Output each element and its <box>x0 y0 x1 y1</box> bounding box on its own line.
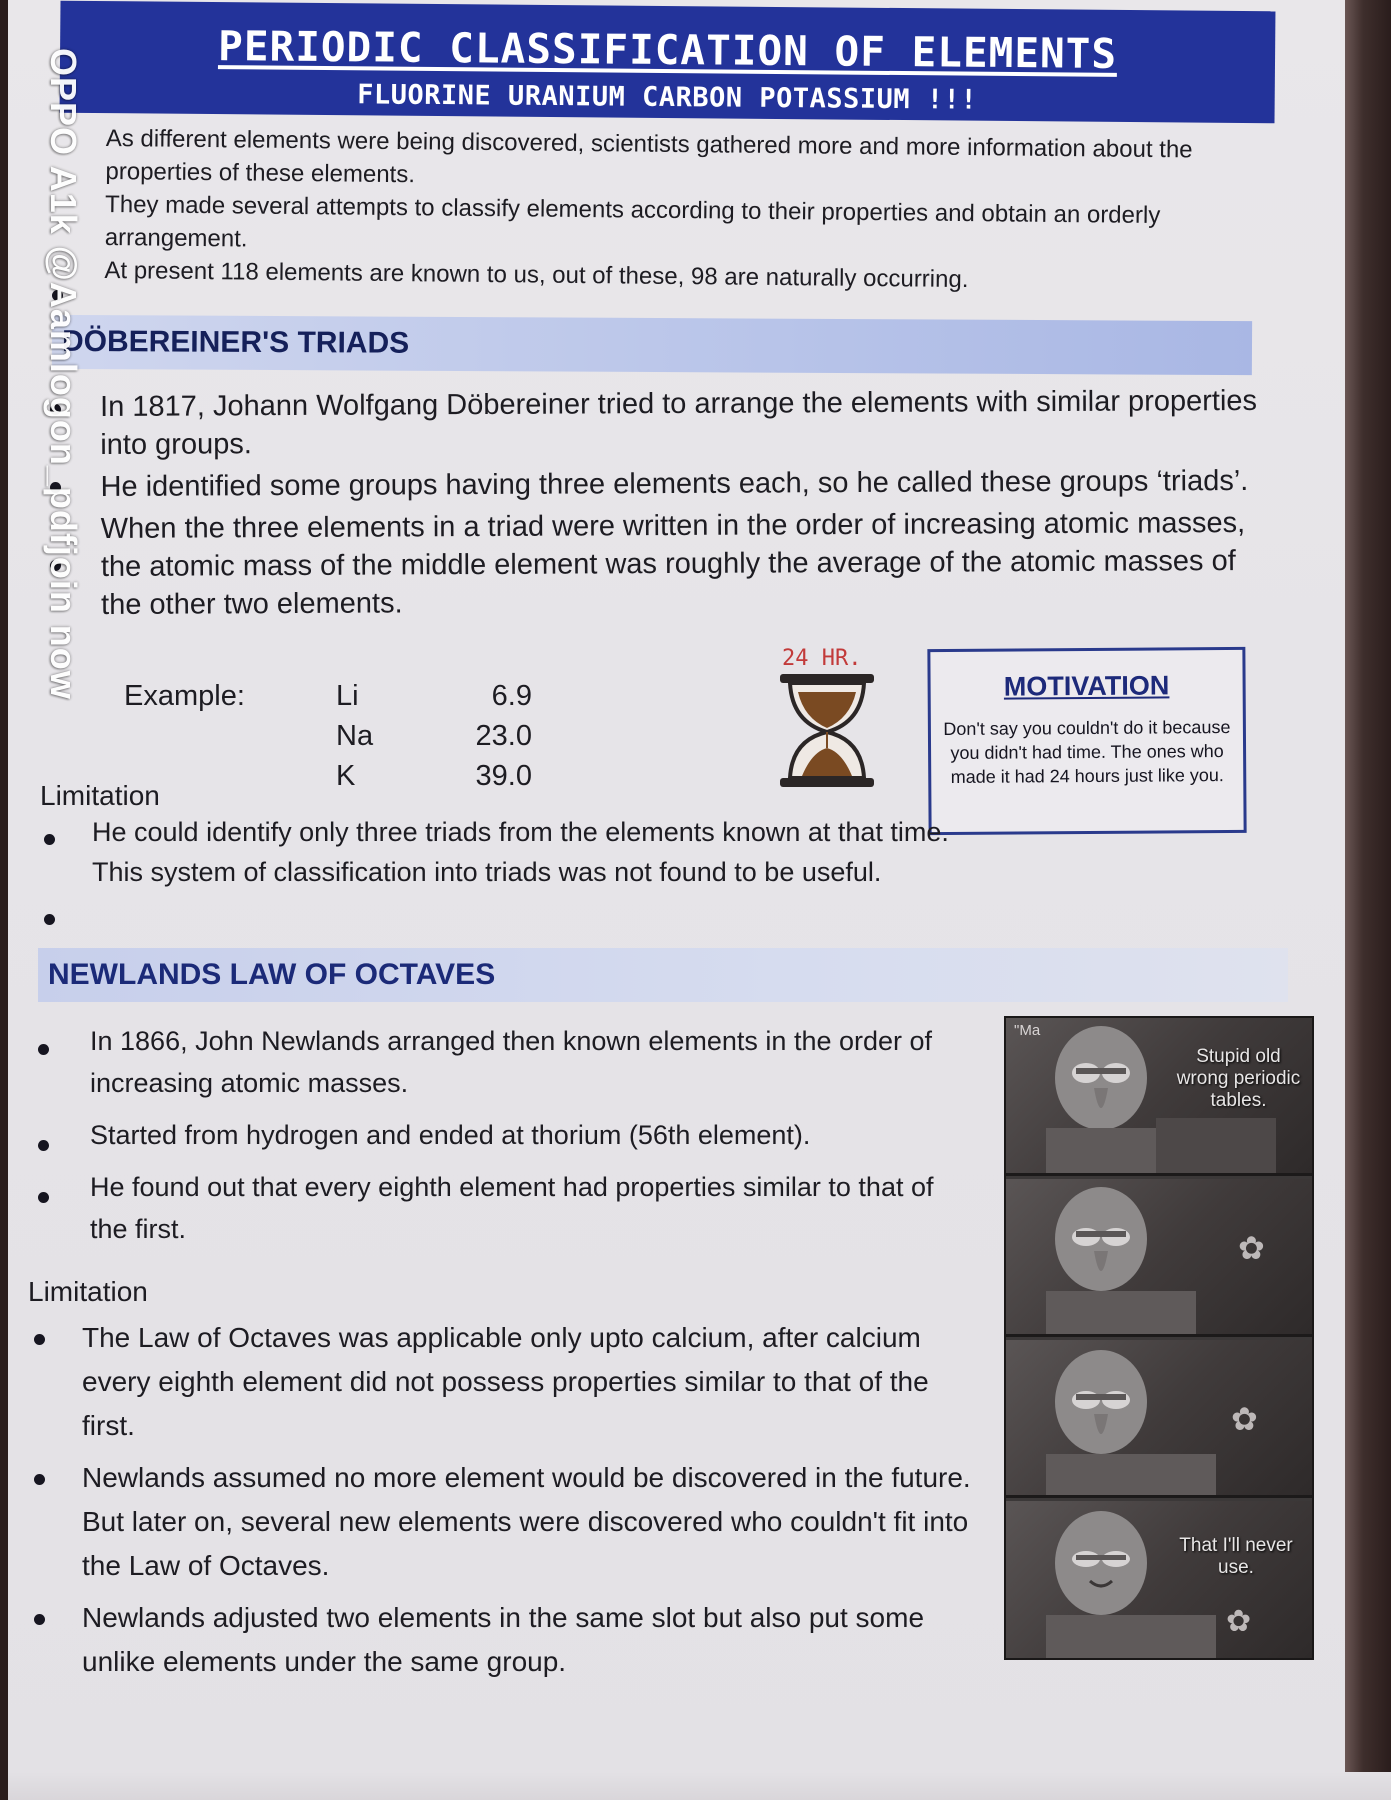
section-heading-text: DÖBEREINER'S TRIADS <box>61 324 410 360</box>
bullet-dot <box>38 1044 49 1055</box>
dobereiner-limitations <box>92 812 952 892</box>
intro-paragraph: At present 118 elements are known to us, out of these, 98 are naturally occurring. <box>104 256 969 294</box>
page-edge <box>0 0 8 1800</box>
intro-paragraph: As different elements were being discovered, scientists gathered more and more information about the properties of these elements. <box>105 124 1193 189</box>
meme-panel <box>1006 1340 1312 1498</box>
dobereiner-points <box>100 382 1281 628</box>
meme-panel <box>1006 1501 1312 1658</box>
list-item: He found out that every eighth element had properties similar to that of the first. <box>90 1172 934 1244</box>
page-edge <box>0 1772 1391 1800</box>
squidward-illustration <box>1006 1501 1312 1658</box>
list-item: In 1817, Johann Wolfgang Döbereiner tried to arrange the elements with similar properties into groups. <box>100 384 1258 461</box>
intro-section <box>104 122 1236 299</box>
element-symbol: Na <box>336 720 374 752</box>
motivation-box <box>927 647 1246 835</box>
bullet-dot <box>38 1192 49 1203</box>
newlands-points <box>90 1020 970 1260</box>
svg-text:✿: ✿ <box>1231 1400 1258 1438</box>
page-edge <box>1345 0 1391 1800</box>
bullet-dot <box>34 1334 45 1345</box>
atomic-mass-column <box>442 676 532 796</box>
meme-corner-text: "Ma <box>1014 1022 1041 1039</box>
section-heading-text: NEWLANDS LAW OF OCTAVES <box>48 958 496 991</box>
list-item: Newlands assumed no more element would be discovered in the future. But later on, several new elements were discovered who couldn't fit into the Law of Octaves. <box>82 1462 971 1581</box>
section-heading-dobereiner <box>52 315 1252 375</box>
element-symbol: K <box>336 760 356 792</box>
element-symbol: Li <box>336 680 359 712</box>
squidward-illustration <box>1006 1340 1312 1498</box>
limitation-heading: Limitation <box>40 780 160 811</box>
atomic-mass: 23.0 <box>475 720 532 752</box>
newlands-limitations <box>82 1316 987 1692</box>
list-item: He identified some groups having three elements each, so he called these groups ‘triads’. <box>100 464 1249 503</box>
bullet-dot <box>34 1614 45 1625</box>
list-item: When the three elements in a triad were written in the order of increasing atomic masses, the atomic mass of the middle element was roughly the average of the atomic masses of the other two elements. <box>100 507 1246 621</box>
element-symbol-column <box>336 676 406 796</box>
meme-caption-bottom: That I'll never use. <box>1179 1535 1293 1578</box>
bullet-dot <box>38 1140 49 1151</box>
squidward-illustration <box>1006 1179 1312 1337</box>
bullet-dot <box>34 1474 45 1485</box>
bullet-dot <box>44 914 55 925</box>
meme-panel <box>1006 1179 1312 1337</box>
meme-caption-top: Stupid old wrong periodic tables. <box>1176 1046 1301 1111</box>
list-item: The Law of Octaves was applicable only upto calcium, after calcium every eighth element did not possess properties similar to that of the first. <box>82 1322 929 1441</box>
example-label: Example: <box>124 680 245 712</box>
atomic-mass: 6.9 <box>491 680 532 712</box>
limitation-heading: Limitation <box>28 1276 148 1307</box>
list-item: This system of classification into triads was not found to be useful. <box>92 857 882 887</box>
motivation-body: Don't say you couldn't do it because you didn't had time. The ones who made it had 24 hours just like you. <box>943 716 1231 787</box>
meme-panel <box>1006 1018 1312 1176</box>
list-item: In 1866, John Newlands arranged then known elements in the order of increasing atomic masses. <box>90 1026 933 1098</box>
svg-text:✿: ✿ <box>1238 1229 1265 1267</box>
list-item: Started from hydrogen and ended at thorium (56th element). <box>90 1120 811 1150</box>
page-subtitle: FLUORINE URANIUM CARBON POTASSIUM !!! <box>357 79 978 116</box>
svg-text:✿: ✿ <box>1226 1604 1252 1639</box>
list-item: Newlands adjusted two elements in the same slot but also put some unlike elements under the same group. <box>82 1602 925 1677</box>
motivation-title: MOTIVATION <box>1003 670 1170 702</box>
meme-image <box>1004 1016 1314 1660</box>
title-banner <box>60 1 1276 124</box>
intro-paragraph: They made several attempts to classify elements according to their properties and obtain an orderly arrangement. <box>104 190 1161 253</box>
page-title: PERIODIC CLASSIFICATION OF ELEMENTS <box>217 22 1118 78</box>
camera-watermark: OPPO A1k @Aamlogon_pdfjoin now <box>43 48 84 700</box>
list-item: He could identify only three triads from the elements known at that time. <box>92 817 949 847</box>
section-heading-newlands <box>38 948 1288 1002</box>
hourglass-icon <box>772 652 882 802</box>
atomic-mass: 39.0 <box>475 760 532 792</box>
handwritten-note: 24 HR. <box>782 646 862 671</box>
